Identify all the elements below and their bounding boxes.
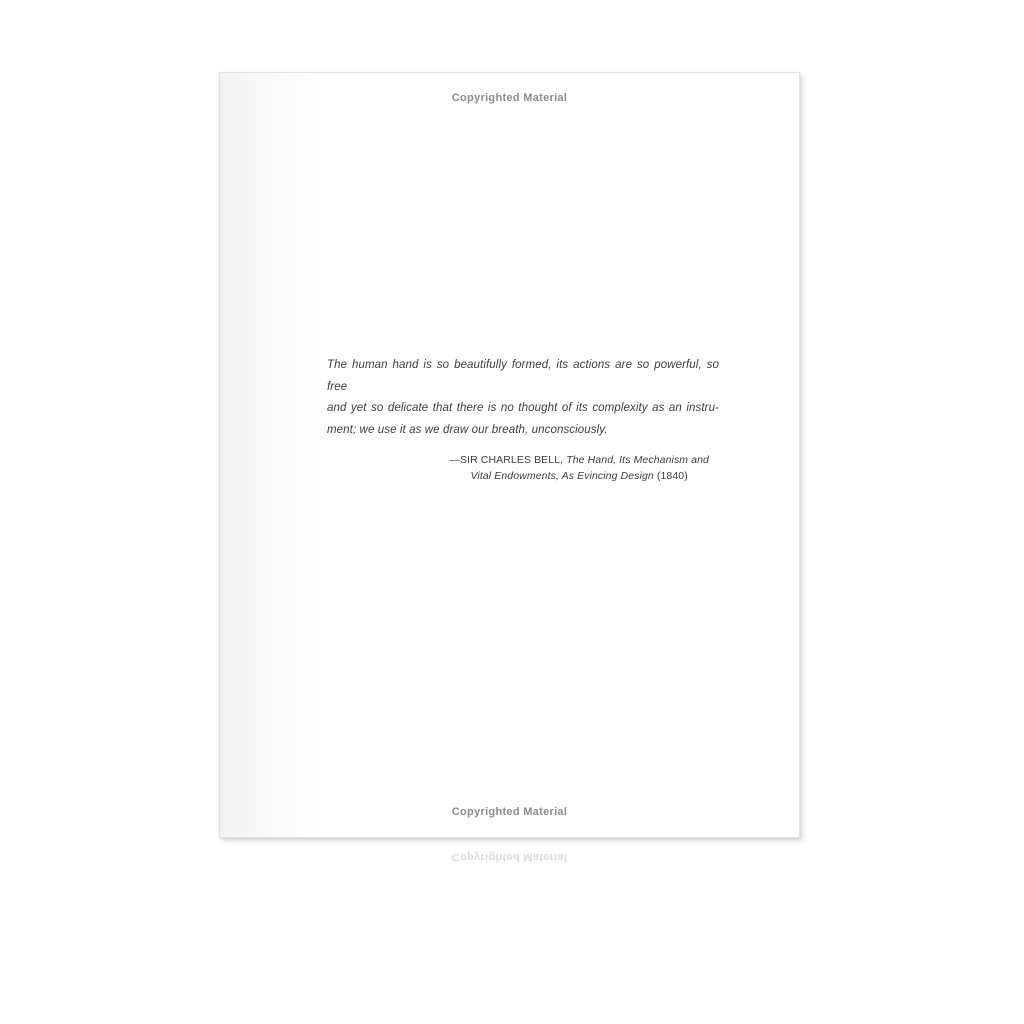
attribution-work-title: The Hand, Its Mechanism and — [566, 454, 709, 466]
attribution-work-title-continued: Vital Endowments, As Evincing Design — [470, 470, 654, 482]
book-page — [219, 72, 800, 838]
copyright-notice-top: Copyrighted Material — [451, 92, 568, 104]
quote-line: and yet so delicate that there is no thought of its complexity as an instru- — [327, 402, 719, 414]
copyright-notice-bottom: Copyrighted Material — [451, 806, 568, 818]
epigraph-block — [327, 355, 719, 484]
epigraph-attribution — [327, 452, 719, 484]
attribution-author: —SIR CHARLES BELL, — [449, 454, 564, 466]
quote-line: The human hand is so beautifully formed, its actions are so powerful, so free — [327, 359, 719, 393]
copyright-reflection-text: Copyrighted Material — [451, 851, 568, 863]
quote-line: ment; we use it as we draw our breath, unconsciously. — [327, 423, 608, 436]
attribution-text — [449, 452, 709, 484]
attribution-year: (1840) — [656, 470, 688, 482]
epigraph-quote — [327, 355, 719, 441]
